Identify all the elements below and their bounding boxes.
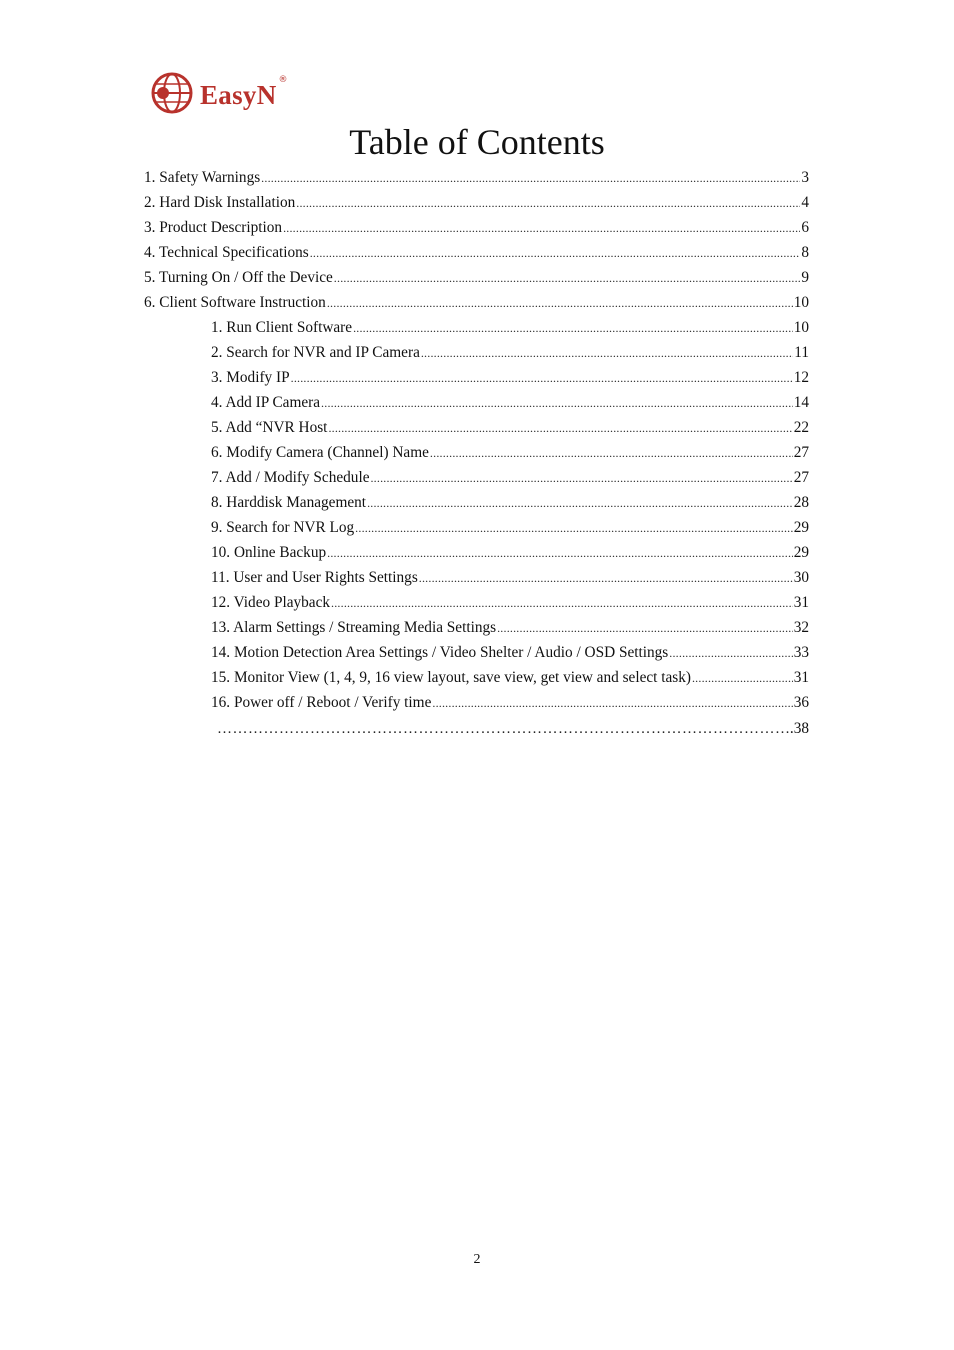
toc-entry-page: .38	[789, 720, 809, 737]
toc-entry[interactable]	[211, 615, 809, 640]
toc-leader-dots	[669, 641, 792, 666]
toc-entry[interactable]	[211, 590, 809, 615]
toc-leader-dots	[327, 291, 793, 316]
toc-leader-dots	[692, 666, 793, 691]
toc-entry-label: 8. Harddisk Management	[211, 494, 367, 511]
toc-leader-dots	[283, 216, 800, 241]
toc-entry-label: 1. Run Client Software	[211, 319, 353, 336]
toc-entry-label: 3. Modify IP	[211, 369, 290, 386]
toc-entry[interactable]	[211, 315, 809, 340]
page-number: 2	[473, 1252, 481, 1267]
toc-entry-label: 12. Video Playback	[211, 594, 331, 611]
toc-entry-page: 9	[801, 269, 809, 286]
toc-entry-page: 12	[793, 369, 809, 386]
toc-entry[interactable]	[211, 465, 809, 490]
toc-entry[interactable]	[211, 340, 809, 365]
toc-entry-page: 31	[793, 594, 809, 611]
toc-leader-dots	[327, 541, 793, 566]
toc-entry-label: 2. Hard Disk Installation	[144, 194, 296, 211]
toc-leader-dots	[419, 566, 793, 591]
toc-entry[interactable]	[211, 565, 809, 590]
toc-entry[interactable]	[144, 240, 809, 265]
toc-entry-label: 4. Technical Specifications	[144, 244, 309, 261]
toc-leader-dots	[370, 466, 792, 491]
toc-leader-dots	[296, 191, 800, 216]
toc-entry[interactable]	[211, 365, 809, 390]
toc-leader-dots	[421, 341, 793, 366]
toc-entry[interactable]	[211, 640, 809, 665]
toc-entry[interactable]	[144, 165, 809, 190]
toc-leader-dots	[355, 516, 793, 541]
registered-mark: ®	[278, 75, 288, 85]
toc-entry-label: 11. User and User Rights Settings	[211, 569, 418, 586]
toc-entry-page: 6	[801, 219, 809, 236]
toc-leader-dots	[432, 691, 792, 716]
toc-entry-label: 16. Power off / Reboot / Verify time	[211, 694, 432, 711]
toc-entry-page: 27	[793, 444, 809, 461]
toc-entry-label: 5. Add “NVR Host	[211, 419, 328, 436]
toc-entry[interactable]	[211, 665, 809, 690]
toc-leader-dots	[353, 316, 793, 341]
toc-entry-page: 27	[793, 469, 809, 486]
toc-entry-page: 10	[793, 294, 809, 311]
toc-entry-page: 8	[801, 244, 809, 261]
toc-entry-page: 3	[801, 169, 809, 186]
toc-entry[interactable]	[144, 265, 809, 290]
toc-leader-dots	[497, 616, 793, 641]
toc-entry-page: 10	[793, 319, 809, 336]
toc-entry-label: 6. Modify Camera (Channel) Name	[211, 444, 429, 461]
toc-leader-dots	[334, 266, 801, 291]
toc-entry-label: 4. Add IP Camera	[211, 394, 321, 411]
toc-entry[interactable]	[211, 390, 809, 415]
toc-entry-page: 4	[801, 194, 809, 211]
toc-leader-dots	[430, 441, 793, 466]
toc-entry[interactable]	[211, 490, 809, 515]
toc-entry-page: 33	[793, 644, 809, 661]
toc-entry-page: 28	[793, 494, 809, 511]
toc-entry[interactable]	[211, 415, 809, 440]
brand-logo	[150, 70, 288, 116]
toc-entry[interactable]	[211, 440, 809, 465]
toc-entry[interactable]	[144, 215, 809, 240]
toc-leader-dots	[321, 391, 793, 416]
toc-leader-dots	[367, 491, 793, 516]
toc-entry-label: 7. Add / Modify Schedule	[211, 469, 370, 486]
toc-leader-dots	[310, 241, 801, 266]
toc-entry-label: 3. Product Description	[144, 219, 283, 236]
toc-leader-dots	[328, 416, 792, 441]
toc-entry-page: 11	[794, 344, 809, 361]
toc-leader-dots	[291, 366, 793, 391]
toc-leader-dots	[217, 717, 789, 742]
toc-entry[interactable]	[144, 190, 809, 215]
toc-entry-label: 6. Client Software Instruction	[144, 294, 326, 311]
toc-entry-label: 5. Turning On / Off the Device	[144, 269, 333, 286]
page-title: Table of Contents	[349, 122, 605, 162]
toc-entry-page: 29	[793, 519, 809, 536]
toc-entry[interactable]	[211, 540, 809, 565]
toc-entry-page: 30	[793, 569, 809, 586]
toc-entry-label: 2. Search for NVR and IP Camera	[211, 344, 420, 361]
toc-entry-page: 36	[793, 694, 809, 711]
toc-leader-dots	[331, 591, 793, 616]
toc-entry-page: 31	[793, 669, 809, 686]
brand-name: EasyN	[200, 79, 277, 110]
toc-entry-label: 13. Alarm Settings / Streaming Media Settings	[211, 619, 497, 636]
toc-entry[interactable]	[211, 515, 809, 540]
toc-entry-label: 9. Search for NVR Log	[211, 519, 355, 536]
toc-entry-label: 14. Motion Detection Area Settings / Video Shelter / Audio / OSD Settings	[211, 644, 669, 661]
toc-entry-page: 22	[793, 419, 809, 436]
toc-entry-label: 1. Safety Warnings	[144, 169, 261, 186]
toc-leader-dots	[261, 166, 800, 191]
toc-entry-page: 29	[793, 544, 809, 561]
toc-entry[interactable]	[211, 690, 809, 715]
toc-entry-label: 15. Monitor View (1, 4, 9, 16 view layout, save view, get view and select task)	[211, 669, 691, 686]
globe-logo-icon	[150, 71, 194, 115]
toc-entry-page: 32	[793, 619, 809, 636]
toc-entry-page: 14	[793, 394, 809, 411]
toc-entry[interactable]	[144, 290, 809, 315]
toc-entry-label: 10. Online Backup	[211, 544, 327, 561]
toc-entry[interactable]	[216, 716, 809, 741]
